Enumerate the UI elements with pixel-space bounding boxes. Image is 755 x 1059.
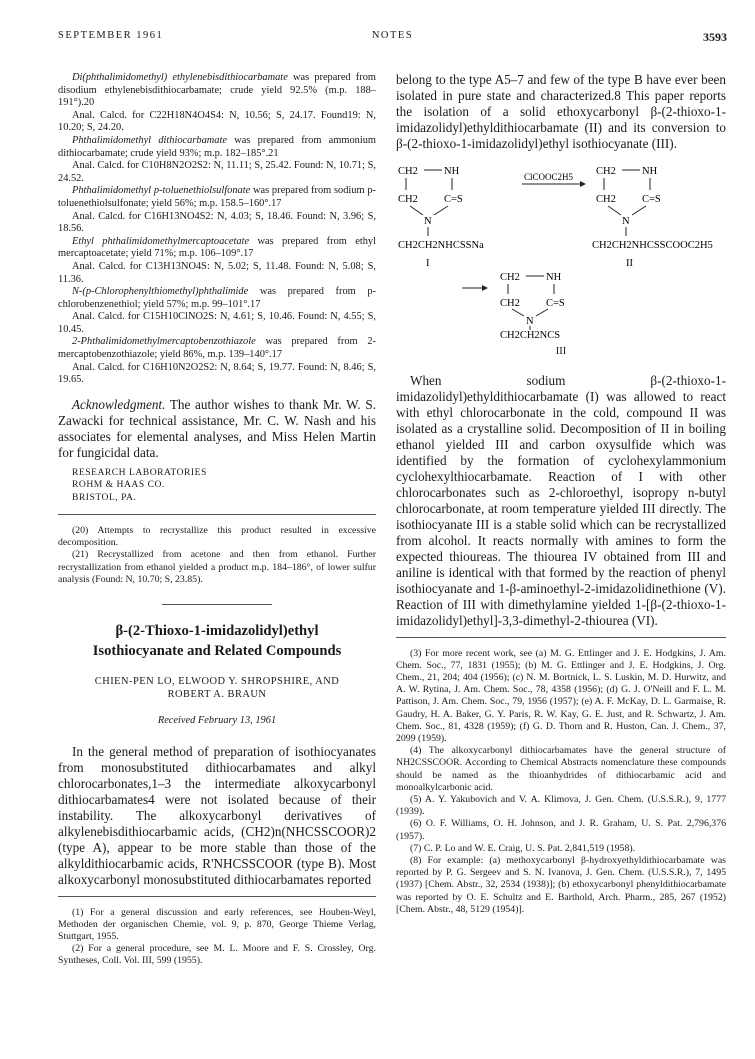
intro-paragraph: In the general method of preparation of isothiocyanates from monosubstituted dithiocarbamates and alkyl chlorocarbonates,1–3 the intermediate alkoxycarbonyl dithiocarbamates4 were not isolated because of their instability. The alkoxycarbonyl derivatives of alkylenebisdithiocarbamic acids, (CH2)n(NHCSSCOOR)2 (type A), appear to be more stable than those of the alkyldithiocarbamic acids, R'NHCSSCOOR (type B). Most alkoxycarbonyl monosubstituted dithiocarbamates reported bbox=[58, 743, 376, 887]
svg-text:CH2CH2NHCSSNa: CH2CH2NHCSSNa bbox=[398, 240, 484, 251]
footnote: (5) A. Y. Yakubovich and V. A. Klimova, J. Gen. Chem. (U.S.S.R.), 9, 1777 (1939). bbox=[396, 794, 726, 818]
svg-text:C=S: C=S bbox=[642, 194, 661, 205]
svg-text:CH2: CH2 bbox=[596, 194, 616, 205]
analysis-paragraph: Anal. Calcd. for C13H13NO4S: N, 5.02; S, 11.48. Found: N, 5.08; S, 11.36. bbox=[58, 260, 376, 285]
analysis-paragraph: Anal. Calcd. for C16H10N2O2S2: N, 8.64; S, 19.77. Found: N, 8.46; S, 19.65. bbox=[58, 361, 376, 386]
entry-paragraph: Phthalimidomethyl p-toluenethiolsulfonate was prepared from sodium p-toluenethiolsulfonate; yield 56%; m.p. 158.5–160°.17 bbox=[58, 185, 376, 209]
left-column bbox=[58, 72, 376, 968]
footnote: (2) For a general procedure, see M. L. Moore and F. S. Crossley, Org. Syntheses, Coll. Vol. III, 599 (1955). bbox=[58, 943, 376, 967]
reaction-arrow-2 bbox=[462, 285, 488, 291]
svg-text:N: N bbox=[622, 216, 630, 227]
footnote: (8) For example: (a) methoxycarbonyl β-hydroxyethyldithiocarbamate was reported by P. G. Sergeev and S. N. Ivanova, J. Gen. Chem. (U.S.S.R.), 7, 1495 (1937) [Chem. Abstr., 32, 2534 (1938)]; (b) ethoxycarbonyl phenyldithiocarbamate was reported by O. E. Schultz and E. Barthold, Arch. Pharm., 285, 267 (1952) [Chem. Abstr., 48, 5129 (1954)]. bbox=[396, 855, 726, 915]
svg-text:N: N bbox=[424, 216, 432, 227]
svg-text:CH2: CH2 bbox=[398, 166, 418, 177]
svg-text:NH: NH bbox=[444, 166, 460, 177]
svg-text:C=S: C=S bbox=[444, 194, 463, 205]
footnote: (21) Recrystallized from acetone and then from ethanol. Further recrystallization from ethanol yielded a product m.p. 184–186°, of lower sulfur analysis (Found: N, 10.70; S, 23.85). bbox=[58, 549, 376, 585]
analysis-paragraph: Anal. Calcd. for C15H10ClNO2S: N, 4.61; S, 10.46. Found: N, 4.55; S, 10.45. bbox=[58, 311, 376, 335]
footnote: (7) C. P. Lo and W. E. Craig, U. S. Pat. 2,841,519 (1958). bbox=[410, 842, 636, 854]
analysis-paragraph: Anal. Calcd. for C22H18N4O4S4: N, 10.56; S, 24.17. Found19: N, 10.20; S, 24.20. bbox=[58, 109, 376, 134]
footnote-divider bbox=[58, 514, 376, 515]
svg-text:CH2: CH2 bbox=[500, 272, 520, 283]
footnote-divider bbox=[396, 637, 726, 638]
svg-text:C=S: C=S bbox=[546, 298, 565, 309]
article-authors: CHIEN-PEN LO, ELWOOD Y. SHROPSHIRE, AND ROBERT A. BRAUN bbox=[94, 676, 340, 701]
svg-text:CH2: CH2 bbox=[596, 166, 616, 177]
entry-paragraph: 2-Phthalimidomethylmercaptobenzothiazole was prepared from 2-mercaptobenzothiazole; yield 86%, m.p. 139–140°.17 bbox=[58, 336, 376, 361]
entry-paragraph: Phthalimidomethyl dithiocarbamate was prepared from ammonium dithiocarbamate; crude yield 93%; m.p. 182–185°.21 bbox=[58, 134, 376, 159]
footnote-divider bbox=[58, 896, 376, 897]
discussion-paragraph: When sodium β-(2-thioxo-1-imidazolidyl)ethyldithiocarbamate (I) was allowed to react with ethyl chlorocarbonate in the cold, compound II was isolated as a crystalline solid. Decomposition of II in boiling ethanol yielded III and carbon oxysulfide which was identified by the formation of cyclohexylammonium cyclohexylthiocarbamate. Reaction of I with other chlorocarbonates such as 2-chloroethyl, isopropy n-butyl chlorocarbonate, at room temperature yielded III directly. The isothiocyanate III is a stable solid which can be recrystallized from alcohol. It reacts normally with amines to form the expected thioureas. The thiourea IV obtained from III and aniline is identical with that formed by the reaction of phenyl isothiocyanate and 1-β-aminoethyl-2-imidazolidinethione (V). Reaction of III with dimethylamine yielded 1-[β-(2-thioxo-1-imidazolidyl)ethyl]-3,3-dimethyl-2-thiourea (VI). bbox=[396, 372, 726, 628]
footnote: (3) For more recent work, see (a) M. G. Ettlinger and J. E. Hodgkins, J. Am. Chem. Soc., 77, 1831 (1955); (b) M. G. Ettlinger and J. E. Hodgkins, J. Org. Chem., 21, 204; 404 (1956); (c) N. M. Bortnick, L. S. Luskin, M. D. Hurwitz, and A. W. Rytina, J. Am. Chem. Soc., 78, 4358 (1956); (d) G. J. O'Neill and F. L. M. Pattison, J. Am. Chem. Soc., 79, 1956 (1957); (e) A. F. McKay, D. L. Garmaise, R. Gaudry, H. A. Baker, G. Y. Paris, R. W. Kay, G. E. Just, and R. Schwartz, J. Am. Chem. Soc., 81, 4328 (1959); (f) G. D. Thorn and R. Huston, Can. J. Chem., 37, 2099 (1959). bbox=[396, 647, 726, 745]
footnote: (4) The alkoxycarbonyl dithiocarbamates have the general structure of NH2CSSCOOR. According to Chemical Abstracts nomenclature these compounds should be named as the thioanhydrides of dithiocarbamic acid and monoalkylcarbonic acid. bbox=[396, 745, 726, 793]
received-date: Received February 13, 1961 bbox=[157, 715, 277, 727]
footnote: (6) O. F. Williams, O. H. Johnson, and J. R. Graham, U. S. Pat. 2,796,376 (1957). bbox=[396, 818, 726, 842]
page-header bbox=[58, 30, 727, 46]
reaction-arrow-1 bbox=[522, 172, 586, 187]
svg-text:CH2: CH2 bbox=[500, 298, 520, 309]
svg-text:I: I bbox=[426, 258, 430, 269]
reaction-scheme-svg bbox=[396, 160, 726, 340]
compound-III-structure bbox=[500, 272, 565, 340]
analysis-paragraph: Anal. Calcd. for C16H13NO4S2: N, 4.03; S, 18.46. Found: N, 3.96; S, 18.56. bbox=[58, 210, 376, 235]
header-date: SEPTEMBER 1961 bbox=[58, 30, 164, 41]
svg-text:NH: NH bbox=[546, 272, 562, 283]
svg-text:NH: NH bbox=[642, 166, 658, 177]
article-title: β-(2-Thioxo-1-imidazolidyl)ethyl Isothiocyanate and Related Compounds bbox=[92, 623, 342, 660]
experimental-entries bbox=[58, 72, 376, 387]
affiliation-address: RESEARCH LABORATORIES ROHM & HAAS CO. BRISTOL, PA. bbox=[72, 466, 207, 503]
header-section: NOTES bbox=[371, 30, 414, 41]
svg-text:ClCOOC2H5: ClCOOC2H5 bbox=[524, 172, 574, 182]
intro-continued: belong to the type A5–7 and few of the type B have ever been isolated in pure state and characterized.8 This paper reports the isolation of a solid ethoxycarbonyl β-(2-thioxo-1-imidazolidyl)ethyldithiocarbamate (II) and its conversion to β-(2-thioxo-1-imidazolidyl)ethyl isothiocyanate (III). bbox=[396, 72, 726, 151]
compound-I-structure bbox=[398, 166, 484, 269]
page-number: 3593 bbox=[703, 30, 727, 44]
entry-paragraph: Ethyl phthalimidomethylmercaptoacetate was prepared from ethyl mercaptoacetate; yield 71%; m.p. 106–109°.17 bbox=[58, 235, 376, 260]
footnote: (1) For a general discussion and early references, see Houben-Weyl, Methoden der organischen Chemie, vol. 9, p. 870, George Thieme Verlag, Stuttgart, 1955. bbox=[58, 906, 376, 943]
analysis-paragraph: Anal. Calcd. for C10H8N2O2S2: N, 11.11; S, 25.42. Found: N, 10.71; S, 24.52. bbox=[58, 160, 376, 184]
svg-text:CH2CH2NHCSSCOOC2H5: CH2CH2NHCSSCOOC2H5 bbox=[592, 240, 713, 251]
svg-text:N: N bbox=[526, 316, 534, 327]
compound-III-label: III bbox=[555, 346, 567, 357]
reaction-scheme bbox=[396, 160, 726, 340]
article-separator bbox=[162, 604, 272, 605]
acknowledgment: Acknowledgment. The author wishes to thank Mr. W. S. Zawacki for technical assistance, Mr. C. W. Nash and his associates for elemental analyses, and Miss Helen Martin for fungicidal data. bbox=[58, 396, 376, 460]
footnote: (20) Attempts to recrystallize this product resulted in excessive decomposition. bbox=[58, 525, 376, 549]
entry-paragraph: N-(p-Chlorophenylthiomethyl)phthalimide was prepared from p-chlorobenzenethiol; yield 57%; m.p. 99–101°.17 bbox=[58, 286, 376, 310]
compound-II-structure bbox=[592, 166, 713, 269]
svg-text:CH2: CH2 bbox=[398, 194, 418, 205]
entry-paragraph: Di(phthalimidomethyl) ethylenebisdithiocarbamate was prepared from disodium ethylenebisdithiocarbamate; crude yield 92.5% (m.p. 188–191°).20 bbox=[58, 72, 376, 109]
right-column bbox=[396, 72, 726, 916]
svg-text:CH2CH2NCS: CH2CH2NCS bbox=[500, 330, 561, 340]
svg-text:II: II bbox=[626, 258, 633, 269]
